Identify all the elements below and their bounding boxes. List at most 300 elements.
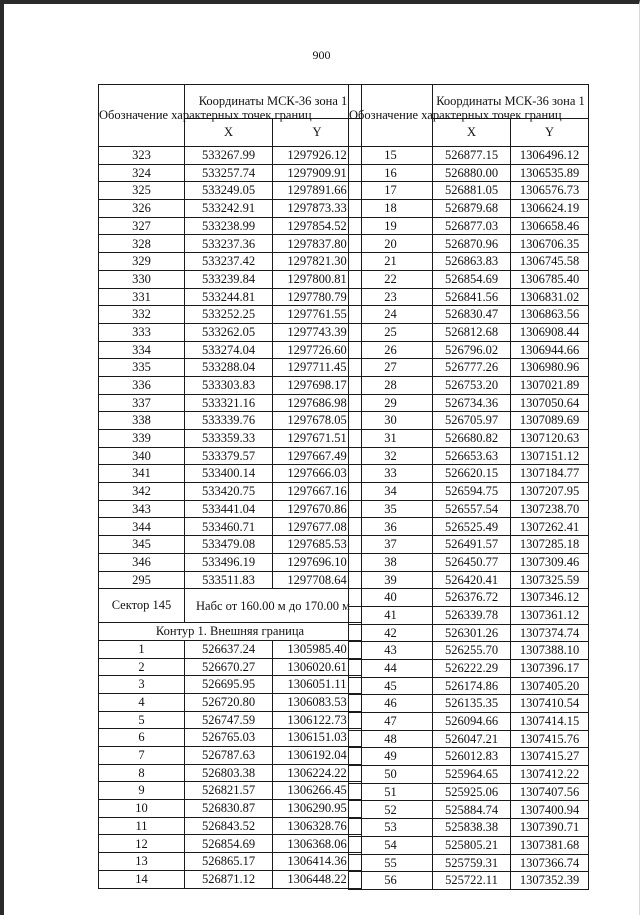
point-id-cell: 323 <box>99 147 185 165</box>
point-id-cell: 6 <box>99 729 185 747</box>
y-coordinate-cell: 1306266.45 <box>273 782 362 800</box>
point-id-cell: 55 <box>349 854 433 872</box>
point-id-cell: 28 <box>349 376 433 394</box>
x-coordinate-cell: 533496.19 <box>185 553 273 571</box>
table-row <box>349 730 589 748</box>
coordinates-column-header: Координаты МСК-36 зона 1 <box>185 85 362 119</box>
table-row <box>349 430 589 448</box>
x-coordinate-cell: 533441.04 <box>185 500 273 518</box>
x-coordinate-cell: 533244.81 <box>185 288 273 306</box>
sector-row <box>99 589 362 623</box>
table-row <box>349 288 589 306</box>
table-row <box>349 394 589 412</box>
y-coordinate-cell: 1306290.95 <box>273 800 362 818</box>
table-row <box>349 766 589 784</box>
table-row <box>99 394 362 412</box>
x-column-header: X <box>185 119 273 147</box>
point-id-cell: 35 <box>349 500 433 518</box>
y-coordinate-cell: 1297667.16 <box>273 483 362 501</box>
point-id-cell: 56 <box>349 872 433 890</box>
point-id-cell: 30 <box>349 412 433 430</box>
x-coordinate-cell: 533238.99 <box>185 217 273 235</box>
point-id-cell: 51 <box>349 783 433 801</box>
point-id-cell: 341 <box>99 465 185 483</box>
point-id-cell: 46 <box>349 695 433 713</box>
x-coordinate-cell: 526796.02 <box>433 341 511 359</box>
y-coordinate-cell: 1297926.12 <box>273 147 362 165</box>
coordinates-column-header: Координаты МСК-36 зона 1 <box>433 85 589 119</box>
y-coordinate-cell: 1306368.06 <box>273 835 362 853</box>
y-coordinate-cell: 1297711.45 <box>273 359 362 377</box>
x-coordinate-cell: 526753.20 <box>433 376 511 394</box>
point-id-cell: 344 <box>99 518 185 536</box>
table-row <box>99 676 362 694</box>
x-coordinate-cell: 526787.63 <box>185 747 273 765</box>
point-id-cell: 48 <box>349 730 433 748</box>
point-id-cell: 334 <box>99 341 185 359</box>
x-coordinate-cell: 526812.68 <box>433 323 511 341</box>
y-coordinate-cell: 1307207.95 <box>511 483 589 501</box>
point-id-cell: 9 <box>99 782 185 800</box>
x-coordinate-cell: 526594.75 <box>433 483 511 501</box>
x-coordinate-cell: 526637.24 <box>185 640 273 658</box>
point-column-header: Обозначение характерных точек границ <box>99 85 185 147</box>
y-coordinate-cell: 1306192.04 <box>273 747 362 765</box>
y-coordinate-cell: 1307361.12 <box>511 606 589 624</box>
point-id-cell: 49 <box>349 748 433 766</box>
x-coordinate-cell: 533262.05 <box>185 323 273 341</box>
y-coordinate-cell: 1297761.55 <box>273 306 362 324</box>
point-id-cell: 16 <box>349 164 433 182</box>
table-row <box>99 465 362 483</box>
x-coordinate-cell: 526705.97 <box>433 412 511 430</box>
y-coordinate-cell: 1306224.22 <box>273 764 362 782</box>
point-id-cell: 10 <box>99 800 185 818</box>
y-coordinate-cell: 1307184.77 <box>511 465 589 483</box>
x-coordinate-cell: 525925.06 <box>433 783 511 801</box>
x-coordinate-cell: 526734.36 <box>433 394 511 412</box>
y-coordinate-cell: 1307407.56 <box>511 783 589 801</box>
table-row <box>99 359 362 377</box>
x-coordinate-cell: 533252.25 <box>185 306 273 324</box>
table-row <box>349 147 589 165</box>
x-coordinate-cell: 533303.83 <box>185 376 273 394</box>
y-coordinate-cell: 1297677.08 <box>273 518 362 536</box>
y-coordinate-cell: 1307021.89 <box>511 376 589 394</box>
y-coordinate-cell: 1297696.10 <box>273 553 362 571</box>
y-coordinate-cell: 1307352.39 <box>511 872 589 890</box>
y-coordinate-cell: 1306414.36 <box>273 853 362 871</box>
table-row <box>349 801 589 819</box>
table-row <box>349 270 589 288</box>
table-row <box>349 748 589 766</box>
y-coordinate-cell: 1307390.71 <box>511 819 589 837</box>
x-coordinate-cell: 526843.52 <box>185 817 273 835</box>
sector-depth-note: Набс от 160.00 м до 170.00 м <box>185 589 362 623</box>
y-column-header: Y <box>511 119 589 147</box>
x-coordinate-cell: 526865.17 <box>185 853 273 871</box>
table-row <box>99 323 362 341</box>
table-row <box>99 571 362 589</box>
point-id-cell: 338 <box>99 412 185 430</box>
x-coordinate-cell: 526854.69 <box>433 270 511 288</box>
point-id-cell: 327 <box>99 217 185 235</box>
x-coordinate-cell: 526653.63 <box>433 447 511 465</box>
point-id-cell: 330 <box>99 270 185 288</box>
y-coordinate-cell: 1307415.27 <box>511 748 589 766</box>
y-coordinate-cell: 1306863.56 <box>511 306 589 324</box>
x-coordinate-cell: 525805.21 <box>433 836 511 854</box>
y-coordinate-cell: 1297698.17 <box>273 376 362 394</box>
y-coordinate-cell: 1306944.66 <box>511 341 589 359</box>
point-id-cell: 41 <box>349 606 433 624</box>
table-row <box>349 376 589 394</box>
y-coordinate-cell: 1297873.33 <box>273 200 362 218</box>
y-coordinate-cell: 1307366.74 <box>511 854 589 872</box>
point-id-cell: 337 <box>99 394 185 412</box>
table-row <box>99 147 362 165</box>
contour-label: Контур 1. Внешняя граница <box>99 623 362 641</box>
table-row <box>349 483 589 501</box>
x-coordinate-cell: 526777.26 <box>433 359 511 377</box>
x-coordinate-cell: 526821.57 <box>185 782 273 800</box>
point-id-cell: 22 <box>349 270 433 288</box>
table-row <box>349 606 589 624</box>
point-id-cell: 339 <box>99 430 185 448</box>
table-row <box>349 695 589 713</box>
x-coordinate-cell: 533379.57 <box>185 447 273 465</box>
point-id-cell: 340 <box>99 447 185 465</box>
y-coordinate-cell: 1307412.22 <box>511 766 589 784</box>
x-coordinate-cell: 526877.15 <box>433 147 511 165</box>
x-coordinate-cell: 526720.80 <box>185 693 273 711</box>
point-id-cell: 25 <box>349 323 433 341</box>
point-id-cell: 3 <box>99 676 185 694</box>
y-coordinate-cell: 1307405.20 <box>511 677 589 695</box>
x-coordinate-cell: 533479.08 <box>185 536 273 554</box>
table-row <box>349 872 589 890</box>
y-coordinate-cell: 1307396.17 <box>511 659 589 677</box>
table-row <box>99 483 362 501</box>
y-coordinate-cell: 1297686.98 <box>273 394 362 412</box>
table-row <box>99 658 362 676</box>
page-number: 900 <box>312 48 331 62</box>
y-coordinate-cell: 1306122.73 <box>273 711 362 729</box>
x-coordinate-cell: 526830.87 <box>185 800 273 818</box>
table-row <box>99 518 362 536</box>
y-coordinate-cell: 1307120.63 <box>511 430 589 448</box>
table-row <box>349 359 589 377</box>
point-id-cell: 19 <box>349 217 433 235</box>
y-coordinate-cell: 1307309.46 <box>511 553 589 571</box>
table-row <box>349 589 589 607</box>
y-coordinate-cell: 1307151.12 <box>511 447 589 465</box>
x-coordinate-cell: 525722.11 <box>433 872 511 890</box>
x-coordinate-cell: 526339.78 <box>433 606 511 624</box>
point-id-cell: 295 <box>99 571 185 589</box>
point-id-cell: 332 <box>99 306 185 324</box>
table-row <box>99 164 362 182</box>
table-row <box>99 536 362 554</box>
point-id-cell: 4 <box>99 693 185 711</box>
point-id-cell: 335 <box>99 359 185 377</box>
point-id-cell: 345 <box>99 536 185 554</box>
y-coordinate-cell: 1306020.61 <box>273 658 362 676</box>
table-row <box>349 164 589 182</box>
x-coordinate-cell: 525838.38 <box>433 819 511 837</box>
point-id-cell: 52 <box>349 801 433 819</box>
table-row <box>99 500 362 518</box>
table-row <box>349 571 589 589</box>
table-row <box>349 659 589 677</box>
point-id-cell: 5 <box>99 711 185 729</box>
x-coordinate-cell: 533511.83 <box>185 571 273 589</box>
x-coordinate-cell: 533267.99 <box>185 147 273 165</box>
point-id-cell: 39 <box>349 571 433 589</box>
x-coordinate-cell: 526880.00 <box>433 164 511 182</box>
table-row <box>349 235 589 253</box>
x-coordinate-cell: 526620.15 <box>433 465 511 483</box>
table-row <box>349 341 589 359</box>
y-coordinate-cell: 1306785.40 <box>511 270 589 288</box>
point-id-cell: 328 <box>99 235 185 253</box>
x-coordinate-cell: 526877.03 <box>433 217 511 235</box>
table-row <box>99 764 362 782</box>
x-coordinate-cell: 526695.95 <box>185 676 273 694</box>
point-id-cell: 346 <box>99 553 185 571</box>
y-coordinate-cell: 1297666.03 <box>273 465 362 483</box>
table-row <box>349 465 589 483</box>
y-coordinate-cell: 1307050.64 <box>511 394 589 412</box>
table-row <box>349 323 589 341</box>
table-row <box>99 800 362 818</box>
point-id-cell: 336 <box>99 376 185 394</box>
point-id-cell: 53 <box>349 819 433 837</box>
point-id-cell: 20 <box>349 235 433 253</box>
x-coordinate-cell: 526765.03 <box>185 729 273 747</box>
point-id-cell: 8 <box>99 764 185 782</box>
point-id-cell: 1 <box>99 640 185 658</box>
point-id-cell: 11 <box>99 817 185 835</box>
x-coordinate-cell: 533420.75 <box>185 483 273 501</box>
x-coordinate-cell: 526854.69 <box>185 835 273 853</box>
point-id-cell: 29 <box>349 394 433 412</box>
x-coordinate-cell: 526871.12 <box>185 870 273 888</box>
table-row <box>349 819 589 837</box>
y-coordinate-cell: 1307388.10 <box>511 642 589 660</box>
table-row <box>99 640 362 658</box>
x-coordinate-cell: 526881.05 <box>433 182 511 200</box>
table-row <box>99 270 362 288</box>
point-id-cell: 326 <box>99 200 185 218</box>
table-row <box>99 376 362 394</box>
x-coordinate-cell: 526680.82 <box>433 430 511 448</box>
y-coordinate-cell: 1306908.44 <box>511 323 589 341</box>
point-id-cell: 47 <box>349 713 433 731</box>
y-coordinate-cell: 1306448.22 <box>273 870 362 888</box>
table-row <box>99 182 362 200</box>
x-coordinate-cell: 526012.83 <box>433 748 511 766</box>
y-coordinate-cell: 1307238.70 <box>511 500 589 518</box>
table-row <box>99 288 362 306</box>
point-id-cell: 31 <box>349 430 433 448</box>
y-coordinate-cell: 1297909.91 <box>273 164 362 182</box>
point-id-cell: 17 <box>349 182 433 200</box>
table-row <box>99 430 362 448</box>
x-coordinate-cell: 533237.42 <box>185 253 273 271</box>
point-id-cell: 27 <box>349 359 433 377</box>
x-coordinate-cell: 533339.76 <box>185 412 273 430</box>
point-id-cell: 50 <box>349 766 433 784</box>
y-coordinate-cell: 1297780.79 <box>273 288 362 306</box>
x-coordinate-cell: 533274.04 <box>185 341 273 359</box>
y-coordinate-cell: 1306831.02 <box>511 288 589 306</box>
table-row <box>349 642 589 660</box>
x-coordinate-cell: 533288.04 <box>185 359 273 377</box>
x-coordinate-cell: 533321.16 <box>185 394 273 412</box>
y-coordinate-cell: 1297854.52 <box>273 217 362 235</box>
y-coordinate-cell: 1297891.66 <box>273 182 362 200</box>
x-coordinate-cell: 526301.26 <box>433 624 511 642</box>
point-id-cell: 44 <box>349 659 433 677</box>
table-row <box>349 536 589 554</box>
point-id-cell: 45 <box>349 677 433 695</box>
y-coordinate-cell: 1306576.73 <box>511 182 589 200</box>
y-coordinate-cell: 1306745.58 <box>511 253 589 271</box>
table-row <box>349 836 589 854</box>
x-coordinate-cell: 533249.05 <box>185 182 273 200</box>
y-coordinate-cell: 1307414.15 <box>511 713 589 731</box>
x-coordinate-cell: 533237.36 <box>185 235 273 253</box>
table-row <box>99 729 362 747</box>
x-coordinate-cell: 526047.21 <box>433 730 511 748</box>
table-row <box>349 182 589 200</box>
table-header-row <box>99 85 362 119</box>
x-coordinate-cell: 526255.70 <box>433 642 511 660</box>
x-coordinate-cell: 526863.83 <box>433 253 511 271</box>
x-coordinate-cell: 533242.91 <box>185 200 273 218</box>
y-coordinate-cell: 1297800.81 <box>273 270 362 288</box>
point-id-cell: 32 <box>349 447 433 465</box>
x-coordinate-cell: 526879.68 <box>433 200 511 218</box>
x-coordinate-cell: 526803.38 <box>185 764 273 782</box>
table-row <box>349 253 589 271</box>
point-id-cell: 331 <box>99 288 185 306</box>
x-coordinate-cell: 526420.41 <box>433 571 511 589</box>
point-id-cell: 23 <box>349 288 433 306</box>
point-id-cell: 13 <box>99 853 185 871</box>
table-row <box>99 553 362 571</box>
point-id-cell: 38 <box>349 553 433 571</box>
y-coordinate-cell: 1306328.76 <box>273 817 362 835</box>
x-coordinate-cell: 526450.77 <box>433 553 511 571</box>
point-id-cell: 333 <box>99 323 185 341</box>
point-id-cell: 15 <box>349 147 433 165</box>
x-coordinate-cell: 526747.59 <box>185 711 273 729</box>
y-coordinate-cell: 1307381.68 <box>511 836 589 854</box>
y-column-header: Y <box>273 119 362 147</box>
x-coordinate-cell: 526174.86 <box>433 677 511 695</box>
sector-name-cell: Сектор 145 <box>99 589 185 623</box>
x-coordinate-cell: 526525.49 <box>433 518 511 536</box>
point-id-cell: 37 <box>349 536 433 554</box>
x-coordinate-cell: 533460.71 <box>185 518 273 536</box>
y-coordinate-cell: 1297667.49 <box>273 447 362 465</box>
y-coordinate-cell: 1297743.39 <box>273 323 362 341</box>
table-row <box>349 412 589 430</box>
x-coordinate-cell: 526841.56 <box>433 288 511 306</box>
table-row <box>349 447 589 465</box>
contour-row <box>99 623 362 641</box>
y-coordinate-cell: 1307285.18 <box>511 536 589 554</box>
y-coordinate-cell: 1297708.64 <box>273 571 362 589</box>
table-row <box>99 412 362 430</box>
point-id-cell: 325 <box>99 182 185 200</box>
y-coordinate-cell: 1307374.74 <box>511 624 589 642</box>
point-id-cell: 18 <box>349 200 433 218</box>
table-header-row <box>349 85 589 119</box>
x-coordinate-cell: 526870.96 <box>433 235 511 253</box>
x-coordinate-cell: 526491.57 <box>433 536 511 554</box>
point-id-cell: 43 <box>349 642 433 660</box>
y-coordinate-cell: 1297837.80 <box>273 235 362 253</box>
point-column-header: Обозначение характерных точек границ <box>349 85 433 147</box>
x-coordinate-cell: 525964.65 <box>433 766 511 784</box>
point-id-cell: 40 <box>349 589 433 607</box>
table-row <box>349 624 589 642</box>
table-row <box>99 341 362 359</box>
y-coordinate-cell: 1297678.05 <box>273 412 362 430</box>
table-row <box>99 447 362 465</box>
point-id-cell: 343 <box>99 500 185 518</box>
y-coordinate-cell: 1307400.94 <box>511 801 589 819</box>
x-coordinate-cell: 533239.84 <box>185 270 273 288</box>
point-id-cell: 33 <box>349 465 433 483</box>
point-id-cell: 329 <box>99 253 185 271</box>
point-id-cell: 34 <box>349 483 433 501</box>
point-id-cell: 12 <box>99 835 185 853</box>
table-row <box>99 835 362 853</box>
table-row <box>349 677 589 695</box>
x-coordinate-cell: 533400.14 <box>185 465 273 483</box>
table-row <box>99 235 362 253</box>
y-coordinate-cell: 1306151.03 <box>273 729 362 747</box>
table-row <box>99 782 362 800</box>
y-coordinate-cell: 1306051.11 <box>273 676 362 694</box>
x-coordinate-cell: 526670.27 <box>185 658 273 676</box>
x-column-header: X <box>433 119 511 147</box>
x-coordinate-cell: 533359.33 <box>185 430 273 448</box>
x-coordinate-cell: 525884.74 <box>433 801 511 819</box>
table-row <box>99 253 362 271</box>
coordinates-table-right <box>348 84 589 890</box>
point-id-cell: 42 <box>349 624 433 642</box>
y-coordinate-cell: 1297726.60 <box>273 341 362 359</box>
y-coordinate-cell: 1297685.53 <box>273 536 362 554</box>
coordinates-table-left <box>98 84 362 889</box>
y-coordinate-cell: 1306083.53 <box>273 693 362 711</box>
x-coordinate-cell: 526222.29 <box>433 659 511 677</box>
table-row <box>99 853 362 871</box>
table-row <box>99 306 362 324</box>
y-coordinate-cell: 1305985.40 <box>273 640 362 658</box>
x-coordinate-cell: 526830.47 <box>433 306 511 324</box>
x-coordinate-cell: 526135.35 <box>433 695 511 713</box>
table-row <box>99 817 362 835</box>
point-id-cell: 36 <box>349 518 433 536</box>
point-id-cell: 2 <box>99 658 185 676</box>
table-row <box>99 870 362 888</box>
